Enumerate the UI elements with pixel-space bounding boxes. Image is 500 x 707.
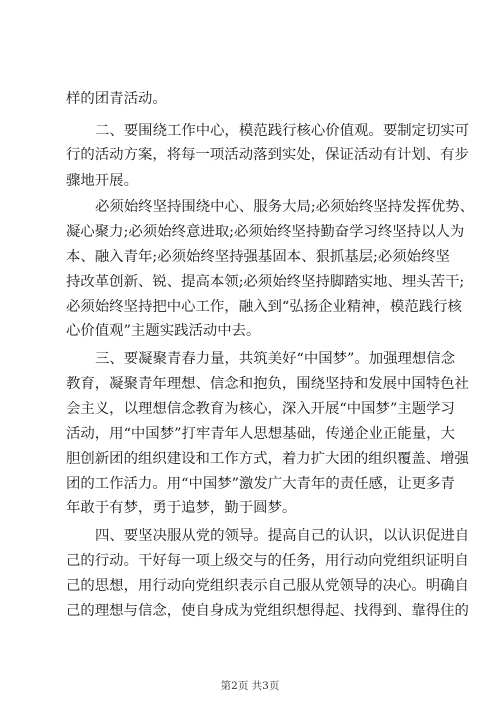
text-line: 凝心聚力;必须始终意进取;必须始终坚持勤奋学习终坚持以人为 bbox=[66, 224, 465, 240]
text-line: 必须始终坚持围绕中心、服务大局;必须始终坚持发挥优势、 bbox=[95, 199, 475, 215]
text-line: 己的理想与信念，使自身成为党组织想得起、找得到、靠得住的 bbox=[66, 603, 469, 619]
text-line: 己的思想，用行动向党组织表示自己服从党领导的决心。明确自 bbox=[66, 578, 469, 594]
page-number-footer: 第2页 共3页 bbox=[220, 680, 280, 692]
text-line: 年敢于有梦，勇于追梦，勤于圆梦。 bbox=[66, 500, 297, 516]
text-line: 持改革创新、锐、提高本领;必须始终坚持脚踏实地、埋头苦干; bbox=[66, 274, 465, 290]
text-line: 本、融入青年;必须始终坚持强基固本、狠抓基层;必须始终坚 bbox=[66, 249, 450, 265]
text-line: 教育，凝聚青年理想、信念和抱负，围绕坚持和发展中国特色社 bbox=[66, 376, 469, 392]
section-heading-line: 二、要围绕工作中心，模范践行核心价值观。要制定切实可 bbox=[95, 123, 470, 139]
text-line: 行的活动方案，将每一项活动落到实处，保证活动有计划、有步 bbox=[66, 147, 469, 163]
text-line: 心价值观”主题实践活动中去。 bbox=[66, 323, 261, 339]
text-line: 活动，用“中国梦”打牢青年人思想基础，传递企业正能量，大 bbox=[66, 426, 455, 442]
text-line: 骤地开展。 bbox=[66, 173, 138, 189]
text-line: 己的行动。干好每一项上级交与的任务，用行动向党组织证明自 bbox=[66, 553, 469, 569]
section-heading-line: 三、要凝聚青春力量，共筑美好“中国梦”。加强理想信念 bbox=[95, 351, 456, 367]
text-line: 必须始终坚持把中心工作，融入到“弘扬企业精神，模范践行核 bbox=[66, 299, 462, 315]
text-line: 团的工作活力。用“中国梦”激发广大青年的责任感，让更多青 bbox=[66, 476, 455, 492]
text-line: 样的团青活动。 bbox=[66, 91, 167, 107]
section-heading-line: 四、要坚决服从党的领导。提高自己的认识，以认识促进自 bbox=[95, 528, 470, 544]
text-line: 胆创新团的组织建设和工作方式，着力扩大团的组织覆盖、增强 bbox=[66, 451, 469, 467]
text-line: 会主义，以理想信念教育为核心，深入开展“中国梦”主题学习 bbox=[66, 401, 455, 417]
